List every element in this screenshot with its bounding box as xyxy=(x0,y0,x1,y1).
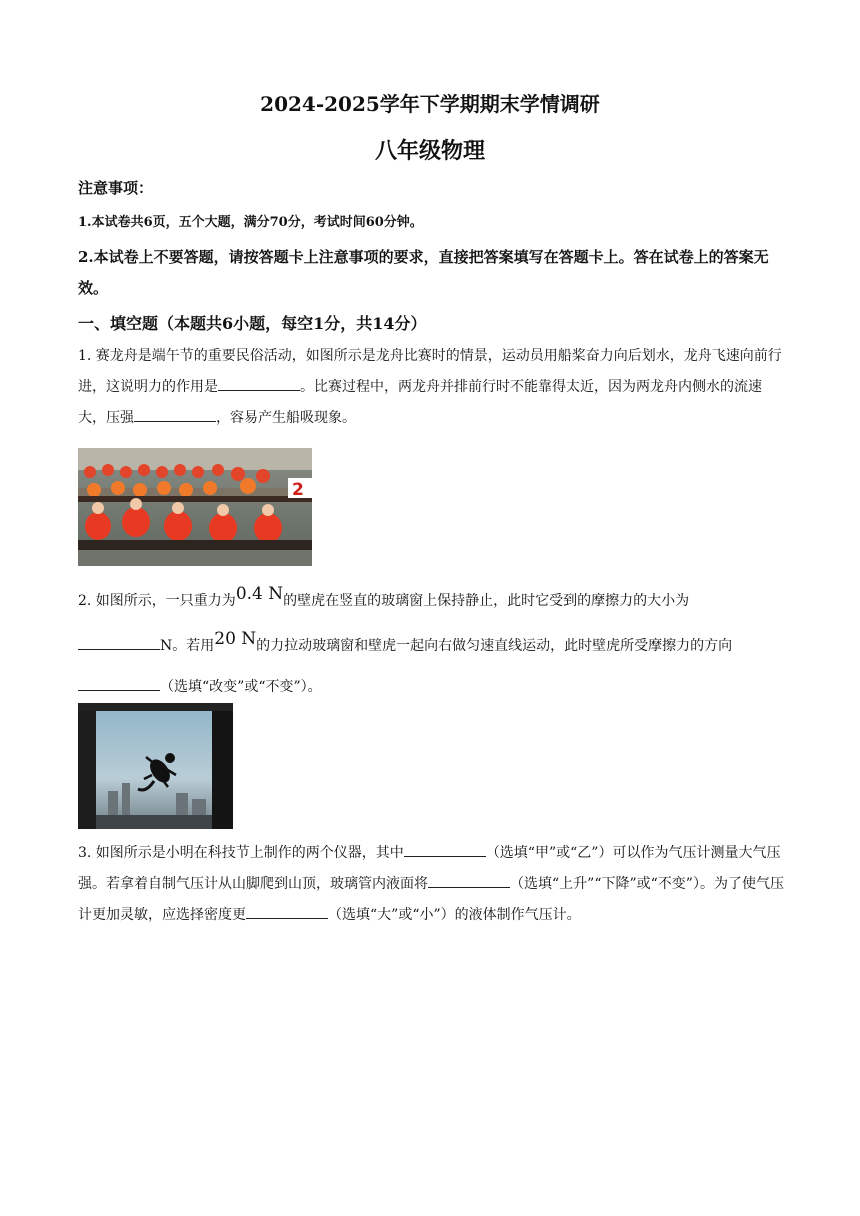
question-3 xyxy=(78,838,788,931)
notice-item-1: 1.本试卷共6页，五个大题，满分70分，考试时间60分钟。 xyxy=(78,215,423,230)
q3-text-2: （选填“甲”或“乙”）可以作为气压计测量大气压强。若拿着自制气压计从山脚爬到山顶，玻璃管内液面将 xyxy=(78,845,781,892)
dragon-boat-illustration xyxy=(78,448,312,566)
dragon-boat-photo xyxy=(78,448,312,566)
notice-item-2: 2.本试卷上不要答题，请按答题卡上注意事项的要求，直接把答案填写在答题卡上。答在试卷上的答案无效。 xyxy=(78,248,769,297)
gecko-window-photo xyxy=(78,703,233,829)
answer-blank xyxy=(428,873,510,888)
question-2-line-2 xyxy=(78,630,788,662)
answer-blank xyxy=(78,676,160,691)
q2-text-1: 2. 如图所示，一只重力为 xyxy=(78,593,236,609)
gecko-illustration xyxy=(78,703,233,829)
answer-blank xyxy=(218,376,300,391)
question-1 xyxy=(78,341,788,434)
q1-text-2: 。比赛过程中，两龙舟并排前行时不能靠得太近，因为两龙舟内侧水的流速大，压强 xyxy=(78,379,762,426)
q2-text-3: N。若用 xyxy=(160,638,215,654)
q2-text-4: 的力拉动玻璃窗和壁虎一起向右做匀速直线运动，此时壁虎所受摩擦力的方向 xyxy=(256,638,733,654)
q1-text-3: ，容易产生船吸现象。 xyxy=(216,410,356,426)
boat-number: 2 xyxy=(292,480,304,500)
answer-blank xyxy=(404,842,486,857)
answer-blank xyxy=(78,635,160,650)
weight-value: 0.4 N xyxy=(235,584,284,604)
section-heading: 一、填空题（本题共6小题，每空1分，共14分） xyxy=(78,314,427,333)
exam-subject: 八年级物理 xyxy=(374,138,485,164)
q3-text-4: （选填“大”或“小”）的液体制作气压计。 xyxy=(328,907,581,923)
q2-text-2: 的壁虎在竖直的玻璃窗上保持静止，此时它受到的摩擦力的大小为 xyxy=(283,593,690,609)
answer-blank xyxy=(134,407,216,422)
answer-blank xyxy=(246,904,328,919)
notice-heading: 注意事项： xyxy=(78,179,154,197)
question-2 xyxy=(78,585,788,617)
q3-text-1: 3. 如图所示是小明在科技节上制作的两个仪器，其中 xyxy=(78,845,404,861)
q3-text-3: （选填“上升”“下降”或“不变”）。为了使气压计更加灵敏，应选择密度更 xyxy=(78,876,784,923)
force-value: 20 N xyxy=(214,629,257,649)
exam-title: 2024-2025学年下学期期末学情调研 xyxy=(260,92,600,116)
question-2-line-3 xyxy=(78,672,788,703)
q1-text-1: 1. 赛龙舟是端午节的重要民俗活动，如图所示是龙舟比赛时的情景，运动员用船桨奋力向后划水，龙舟飞速向前行进，这说明力的作用是 xyxy=(78,348,782,395)
q2-text-5: （选填“改变”或“不变”）。 xyxy=(160,679,322,695)
